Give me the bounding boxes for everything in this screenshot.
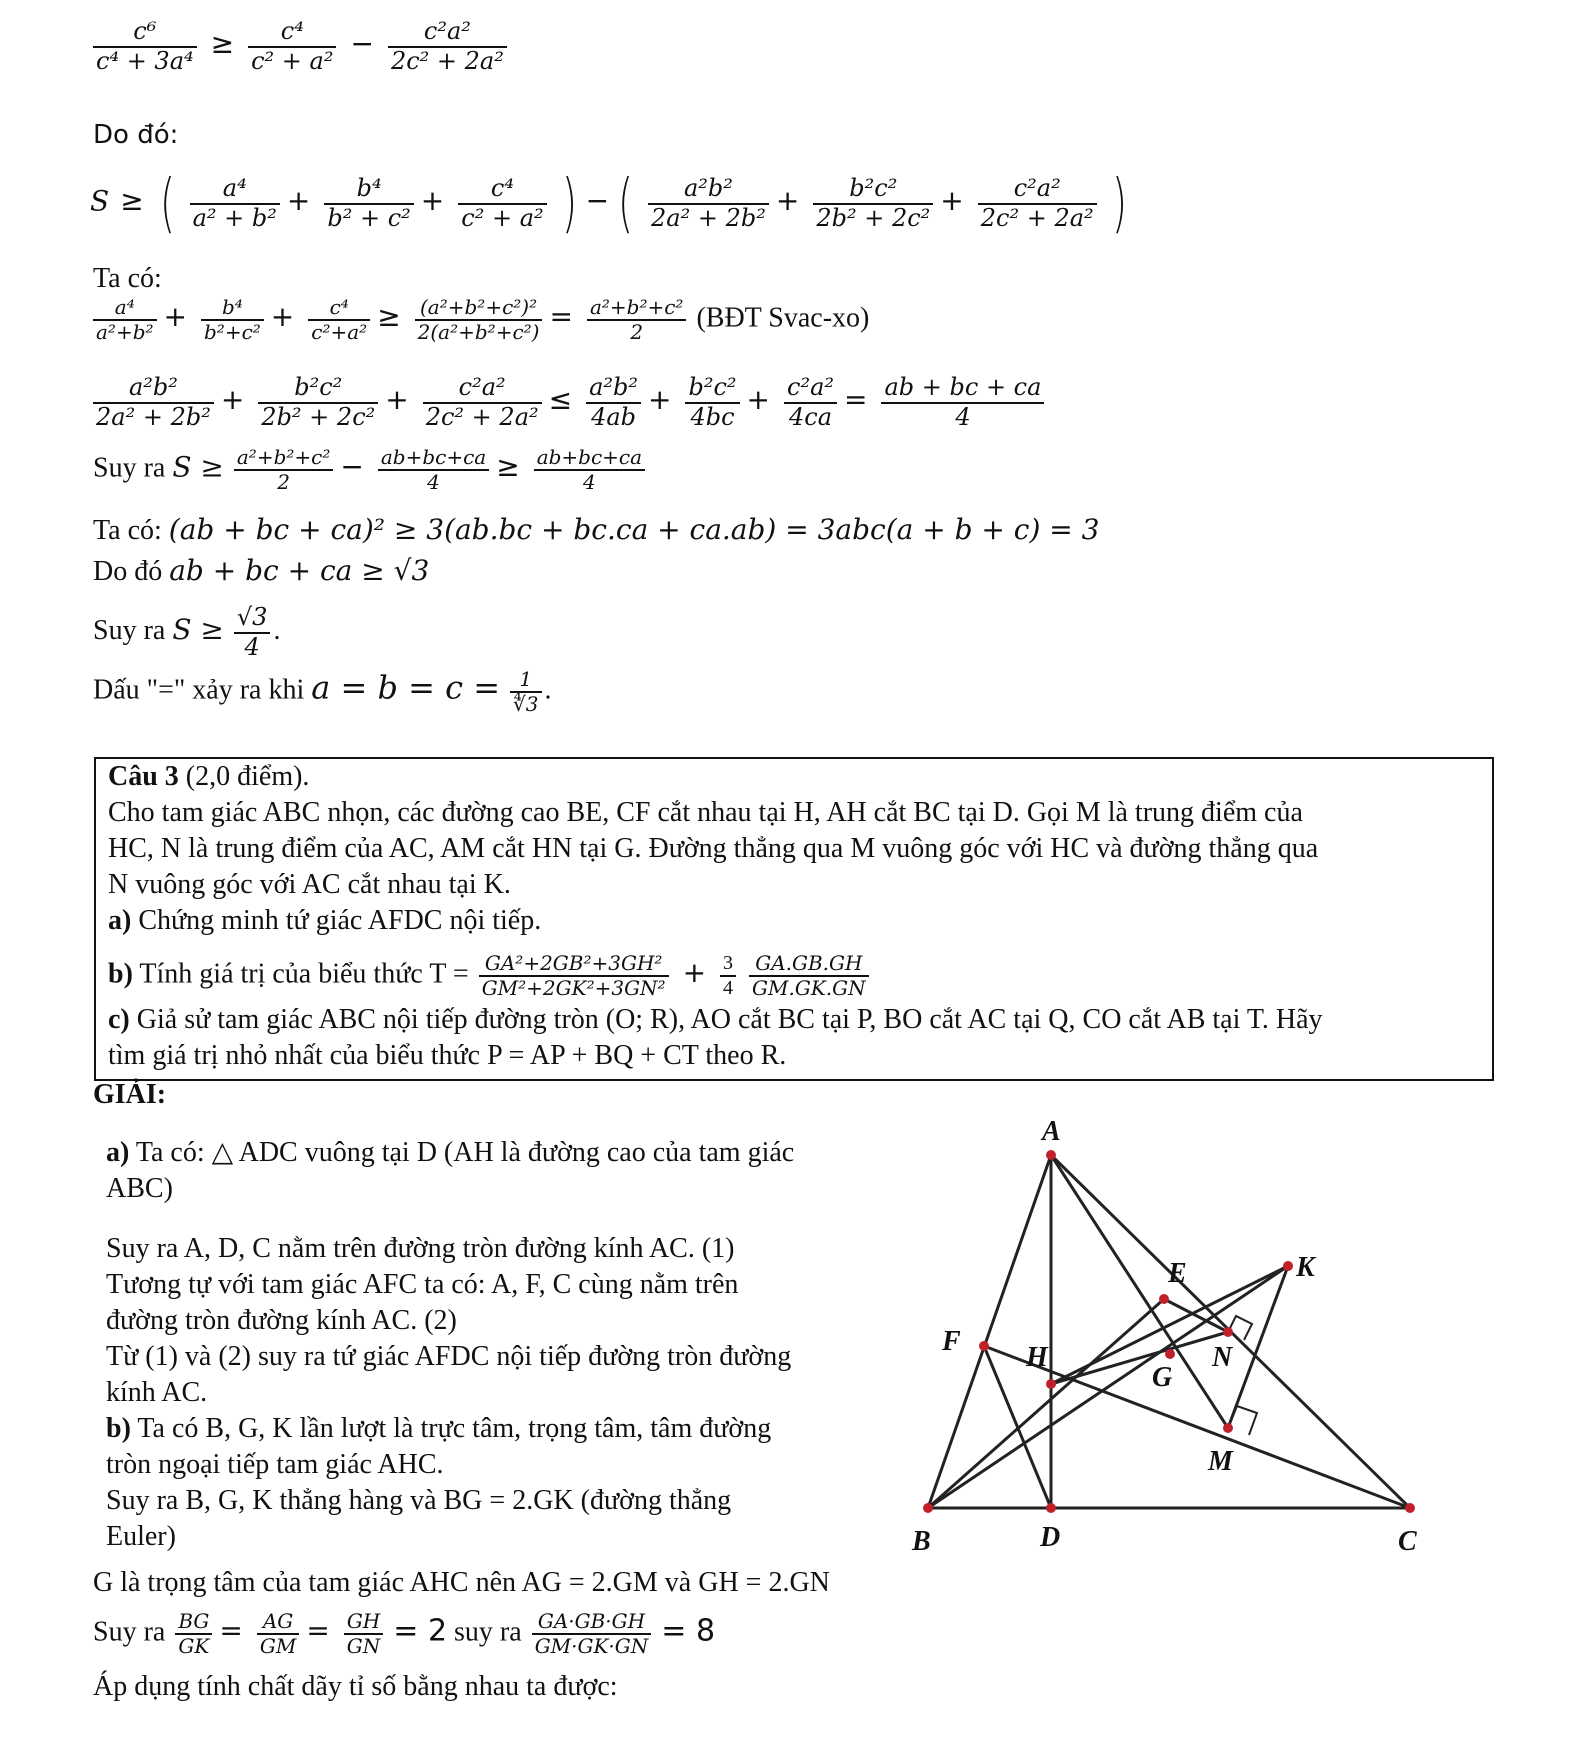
frac-den: b²+c² <box>204 320 261 344</box>
math-expr: (ab + bc + ca)² ≥ 3(ab.bc + bc.ca + ca.ab) = 3abc(a + b + c) = 3 <box>168 513 1100 546</box>
var-s: S <box>90 184 110 218</box>
frac-num: c⁴ <box>248 18 336 48</box>
point-N <box>1223 1327 1233 1337</box>
frac-den: 4 <box>244 632 260 661</box>
do-do-label: Do đó: <box>93 120 179 150</box>
prefix-text: Suy ra <box>93 1616 166 1648</box>
point-K <box>1283 1261 1293 1271</box>
label-M: M <box>1208 1446 1233 1477</box>
question-part-b <box>108 952 872 1000</box>
point-E <box>1159 1294 1169 1304</box>
frac-num: √3 <box>234 604 271 634</box>
frac-den: c⁴ + 3a⁴ <box>96 46 194 75</box>
point-F <box>979 1341 989 1351</box>
frac-den: 2c² + 2a² <box>390 46 504 75</box>
frac-num: c²a² <box>978 175 1097 205</box>
do-do-line <box>93 554 429 589</box>
solution-b-2: tròn ngoại tiếp tam giác AHC. <box>106 1449 444 1480</box>
frac-num: AG <box>257 1610 299 1635</box>
frac-num: c²a² <box>784 374 837 404</box>
math-expr: a = b = c = <box>311 668 501 707</box>
question-points: (2,0 điểm). <box>178 761 310 792</box>
frac-num: a²b² <box>648 175 769 205</box>
part-label: b) <box>106 1413 131 1444</box>
solution-a-4: Tương tự với tam giác AFC ta có: A, F, C cùng nằm trên <box>106 1269 739 1300</box>
solution-a-3: Suy ra A, D, C nằm trên đường tròn đường kính AC. (1) <box>106 1233 735 1264</box>
frac-den: 4 <box>427 470 440 494</box>
label-A: A <box>1042 1116 1061 1147</box>
frac-den: 4bc <box>690 402 735 431</box>
equality-line <box>93 668 552 716</box>
solution-a-5: đường tròn đường kính AC. (2) <box>106 1305 457 1336</box>
equals-eight: = 8 <box>661 1613 716 1649</box>
solution-a-6: Từ (1) và (2) suy ra tứ giác AFDC nội tiếp đường tròn đường <box>106 1341 792 1372</box>
frac-den: GM·GK·GN <box>534 1634 649 1658</box>
label-E: E <box>1168 1258 1187 1289</box>
svacxo-note: (BĐT Svac-xo) <box>696 302 870 334</box>
frac-den: a²+b² <box>96 320 154 344</box>
frac-den: b² + c² <box>327 204 411 232</box>
ge-symbol: ≥ <box>210 27 235 61</box>
frac-den: c²+a² <box>311 320 368 344</box>
figure-points <box>923 1150 1415 1513</box>
prefix-text: Do đó <box>93 556 163 587</box>
amgm-line: $\frac{\text{a²b²}}{\text{2a² + 2b²}}$ + $\frac{\text{b²c²}}{\text{2b² + 2c²}}$ + $\frac{\text{c²a²}}{\text{2c² + 2a²}}$ ≤ $\frac{\text{a²b²}}{4ab}$ + $\frac{\text{b²c²}}{4bc}$ + $\frac{\text{c²a²}}{4ca}$ = $\frac{ab + bc + ca}{4}$ <box>90 374 1047 431</box>
point-A <box>1046 1150 1056 1160</box>
question-part-a <box>108 904 541 938</box>
question-part-c-2: tìm giá trị nhỏ nhất của biểu thức P = AP + BQ + CT theo R. <box>108 1040 787 1071</box>
mid-text: suy ra <box>454 1616 522 1648</box>
period: . <box>544 674 552 706</box>
frac-den: ∜3 <box>513 692 539 716</box>
label-F: F <box>942 1326 961 1357</box>
frac-num: b⁴ <box>324 175 413 205</box>
frac-num: a²b² <box>93 374 214 404</box>
prefix-text: Suy ra <box>93 452 166 484</box>
frac-num: GH <box>344 1610 383 1635</box>
frac-den: GM²+2GK²+3GN² <box>481 976 666 1000</box>
part-label: b) <box>108 958 133 990</box>
triangle-figure <box>900 1110 1440 1570</box>
label-D: D <box>1040 1522 1061 1553</box>
frac-num: a⁴ <box>93 296 157 321</box>
point-H <box>1046 1379 1056 1389</box>
part-label: c) <box>108 1004 130 1035</box>
label-G: G <box>1152 1362 1173 1393</box>
prefix-text: Ta có: <box>93 515 162 546</box>
frac-den: 2a² + 2b² <box>651 204 766 232</box>
segment-BK <box>928 1266 1288 1508</box>
frac-num: 1 <box>510 668 541 693</box>
question-title <box>108 760 309 794</box>
point-C <box>1405 1503 1415 1513</box>
solution-last-line: Áp dụng tính chất dãy tỉ số bằng nhau ta được: <box>93 1671 618 1702</box>
frac-num: 3 <box>720 952 736 977</box>
frac-den: 2c² + 2a² <box>980 204 1094 232</box>
solution-b-1 <box>106 1412 771 1446</box>
frac-num: ab+bc+ca <box>378 446 489 471</box>
frac-num: a⁴ <box>190 175 280 205</box>
solution-ratio-line: Suy ra $\frac{BG}{GK}$ = $\frac{AG}{GM}$ = $\frac{GH}{GN}$ = 2 suy ra $\frac{GA\cdot GB\cdot GH}{GM\cdot GK\cdot GN}$ = 8 <box>93 1609 716 1658</box>
frac-den: 2 <box>630 320 644 344</box>
frac-num: b²c² <box>258 374 378 404</box>
figure-lines <box>928 1155 1410 1508</box>
suy-ra-line-1: Suy ra S ≥ $\frac{\text{a²+b²+c²}}{2}$ − $\frac{ab+bc+ca}{4}$ ≥ $\frac{ab+bc+ca}{4}$ <box>93 446 648 494</box>
frac-den: c² + a² <box>461 204 544 232</box>
frac-num: c²a² <box>423 374 542 404</box>
frac-den: 2c² + 2a² <box>425 402 539 431</box>
frac-den: 4 <box>583 470 596 494</box>
label-B: B <box>912 1526 931 1557</box>
solution-text: Ta có: △ ADC vuông tại D (AH là đường cao của tam giác <box>129 1137 795 1168</box>
frac-num: GA.GB.GH <box>749 952 869 977</box>
frac-den: c² + a² <box>251 46 334 75</box>
ge-symbol: ≥ <box>120 184 144 218</box>
frac-num: GA²+2GB²+3GH² <box>479 952 669 977</box>
question-part-c-1 <box>108 1003 1323 1037</box>
point-M <box>1223 1423 1233 1433</box>
frac-num: a²b² <box>586 374 641 404</box>
period: . <box>273 615 281 647</box>
frac-num: c⁶ <box>93 18 197 48</box>
question-text-2: HC, N là trung điểm của AC, AM cắt HN tại G. Đường thẳng qua M vuông góc với HC và đường thẳng qua <box>108 833 1319 864</box>
math-expr: ab + bc + ca ≥ √3 <box>169 554 430 587</box>
prefix-text: Dấu "=" xảy ra khi <box>93 674 305 706</box>
prefix-text: Suy ra <box>93 615 166 647</box>
frac-den: 2b² + 2c² <box>261 402 376 431</box>
svacxo-line: $\frac{\text{a⁴}}{\text{a²+b²}}$ + $\frac{\text{b⁴}}{\text{b²+c²}}$ + $\frac{\text{c⁴}}{\text{c²+a²}}$ ≥ $\frac{\text{(a²+b²+c²)²}}{\text{2(a²+b²+c²)}}$ = $\frac{\text{a²+b²+c²}}{2}$ (BĐT Svac-xo) <box>90 296 869 344</box>
part-text: Tính giá trị của biểu thức T = <box>132 958 469 990</box>
solution-a-7: kính AC. <box>106 1377 208 1408</box>
frac-num: ab + bc + ca <box>881 374 1044 404</box>
var-s: S ≥ <box>172 450 224 484</box>
point-D <box>1046 1503 1056 1513</box>
question-text-3: N vuông góc với AC cắt nhau tại K. <box>108 869 511 900</box>
frac-den: 4ca <box>788 402 833 431</box>
frac-num: c⁴ <box>458 175 546 205</box>
frac-num: b²c² <box>685 374 739 404</box>
solution-b-4: Euler) <box>106 1521 176 1552</box>
label-K: K <box>1296 1252 1315 1283</box>
part-label: a) <box>108 905 132 936</box>
frac-num: b⁴ <box>201 296 264 321</box>
var-s: S ≥ <box>172 613 224 647</box>
part-text: Giả sử tam giác ABC nội tiếp đường tròn (O; R), AO cắt BC tại P, BO cắt AC tại Q, CO cắt AB tại T. Hãy <box>129 1004 1323 1035</box>
label-N: N <box>1212 1342 1233 1373</box>
frac-den: 4 <box>723 977 734 999</box>
part-text: Chứng minh tứ giác AFDC nội tiếp. <box>131 905 542 936</box>
minus-symbol: − <box>350 27 374 61</box>
frac-num: GA·GB·GH <box>532 1610 652 1635</box>
ta-co-line-2 <box>93 513 1099 548</box>
segment-AM <box>1051 1155 1228 1428</box>
solution-b-5: G là trọng tâm của tam giác AHC nên AG = 2.GM và GH = 2.GN <box>93 1567 830 1598</box>
label-H: H <box>1026 1342 1048 1373</box>
solution-a-2: ABC) <box>106 1173 173 1204</box>
frac-num: a²+b²+c² <box>587 296 687 321</box>
frac-den: a² + b² <box>192 204 277 232</box>
solution-text: Ta có B, G, K lần lượt là trực tâm, trọng tâm, tâm đường <box>130 1413 772 1444</box>
solution-b-3: Suy ra B, G, K thẳng hàng và BG = 2.GK (đường thẳng <box>106 1485 732 1516</box>
frac-den: GN <box>346 1634 381 1658</box>
right-angle-N <box>1228 1316 1252 1340</box>
frac-den: 2 <box>277 470 290 494</box>
plus-symbol: + <box>682 956 707 990</box>
ta-co-label: Ta có: <box>93 263 162 294</box>
frac-num: (a²+b²+c²)² <box>415 296 543 321</box>
frac-den: 4 <box>955 402 971 431</box>
label-C: C <box>1398 1526 1417 1557</box>
point-B <box>923 1503 933 1513</box>
question-text-1: Cho tam giác ABC nhọn, các đường cao BE, CF cắt nhau tại H, AH cắt BC tại D. Gọi M là trung điểm của <box>108 797 1303 828</box>
frac-den: 2b² + 2c² <box>816 204 931 232</box>
frac-den: 2(a²+b²+c²) <box>417 320 540 344</box>
point-G <box>1165 1349 1175 1359</box>
frac-den: 2a² + 2b² <box>96 402 211 431</box>
frac-den: 4ab <box>591 402 637 431</box>
frac-den: GK <box>178 1634 210 1658</box>
frac-num: a²+b²+c² <box>234 446 334 471</box>
part-label: a) <box>106 1137 130 1168</box>
suy-ra-line-2 <box>93 604 280 661</box>
solution-a-1 <box>106 1136 794 1170</box>
question-number: Câu 3 <box>108 761 179 792</box>
inequality-line-2: S ≥ ( $\frac{\text{a⁴}}{\text{a² + b²}}$ + $\frac{\text{b⁴}}{\text{b² + c²}}$ + $\frac{\text{c⁴}}{\text{c² + a²}}$ ) − ( $\frac{\text{a²b²}}{\text{2a² + 2b²}}$ + $\frac{\text{b²c²}}{\text{2b² + 2c²}}$ + $\frac{\text{c²a²}}{\text{2c² + 2a²}}$ ) <box>90 167 1127 241</box>
frac-num: c²a² <box>388 18 507 48</box>
frac-num: c⁴ <box>308 296 370 321</box>
equals-two: = 2 <box>393 1613 448 1649</box>
frac-den: GM.GK.GN <box>752 976 866 1000</box>
frac-num: b²c² <box>813 175 933 205</box>
solution-heading: GIẢI: <box>93 1079 167 1110</box>
frac-den: GM <box>259 1634 297 1658</box>
frac-num: BG <box>175 1610 212 1635</box>
inequality-line-1 <box>90 18 510 75</box>
frac-num: ab+bc+ca <box>534 446 645 471</box>
